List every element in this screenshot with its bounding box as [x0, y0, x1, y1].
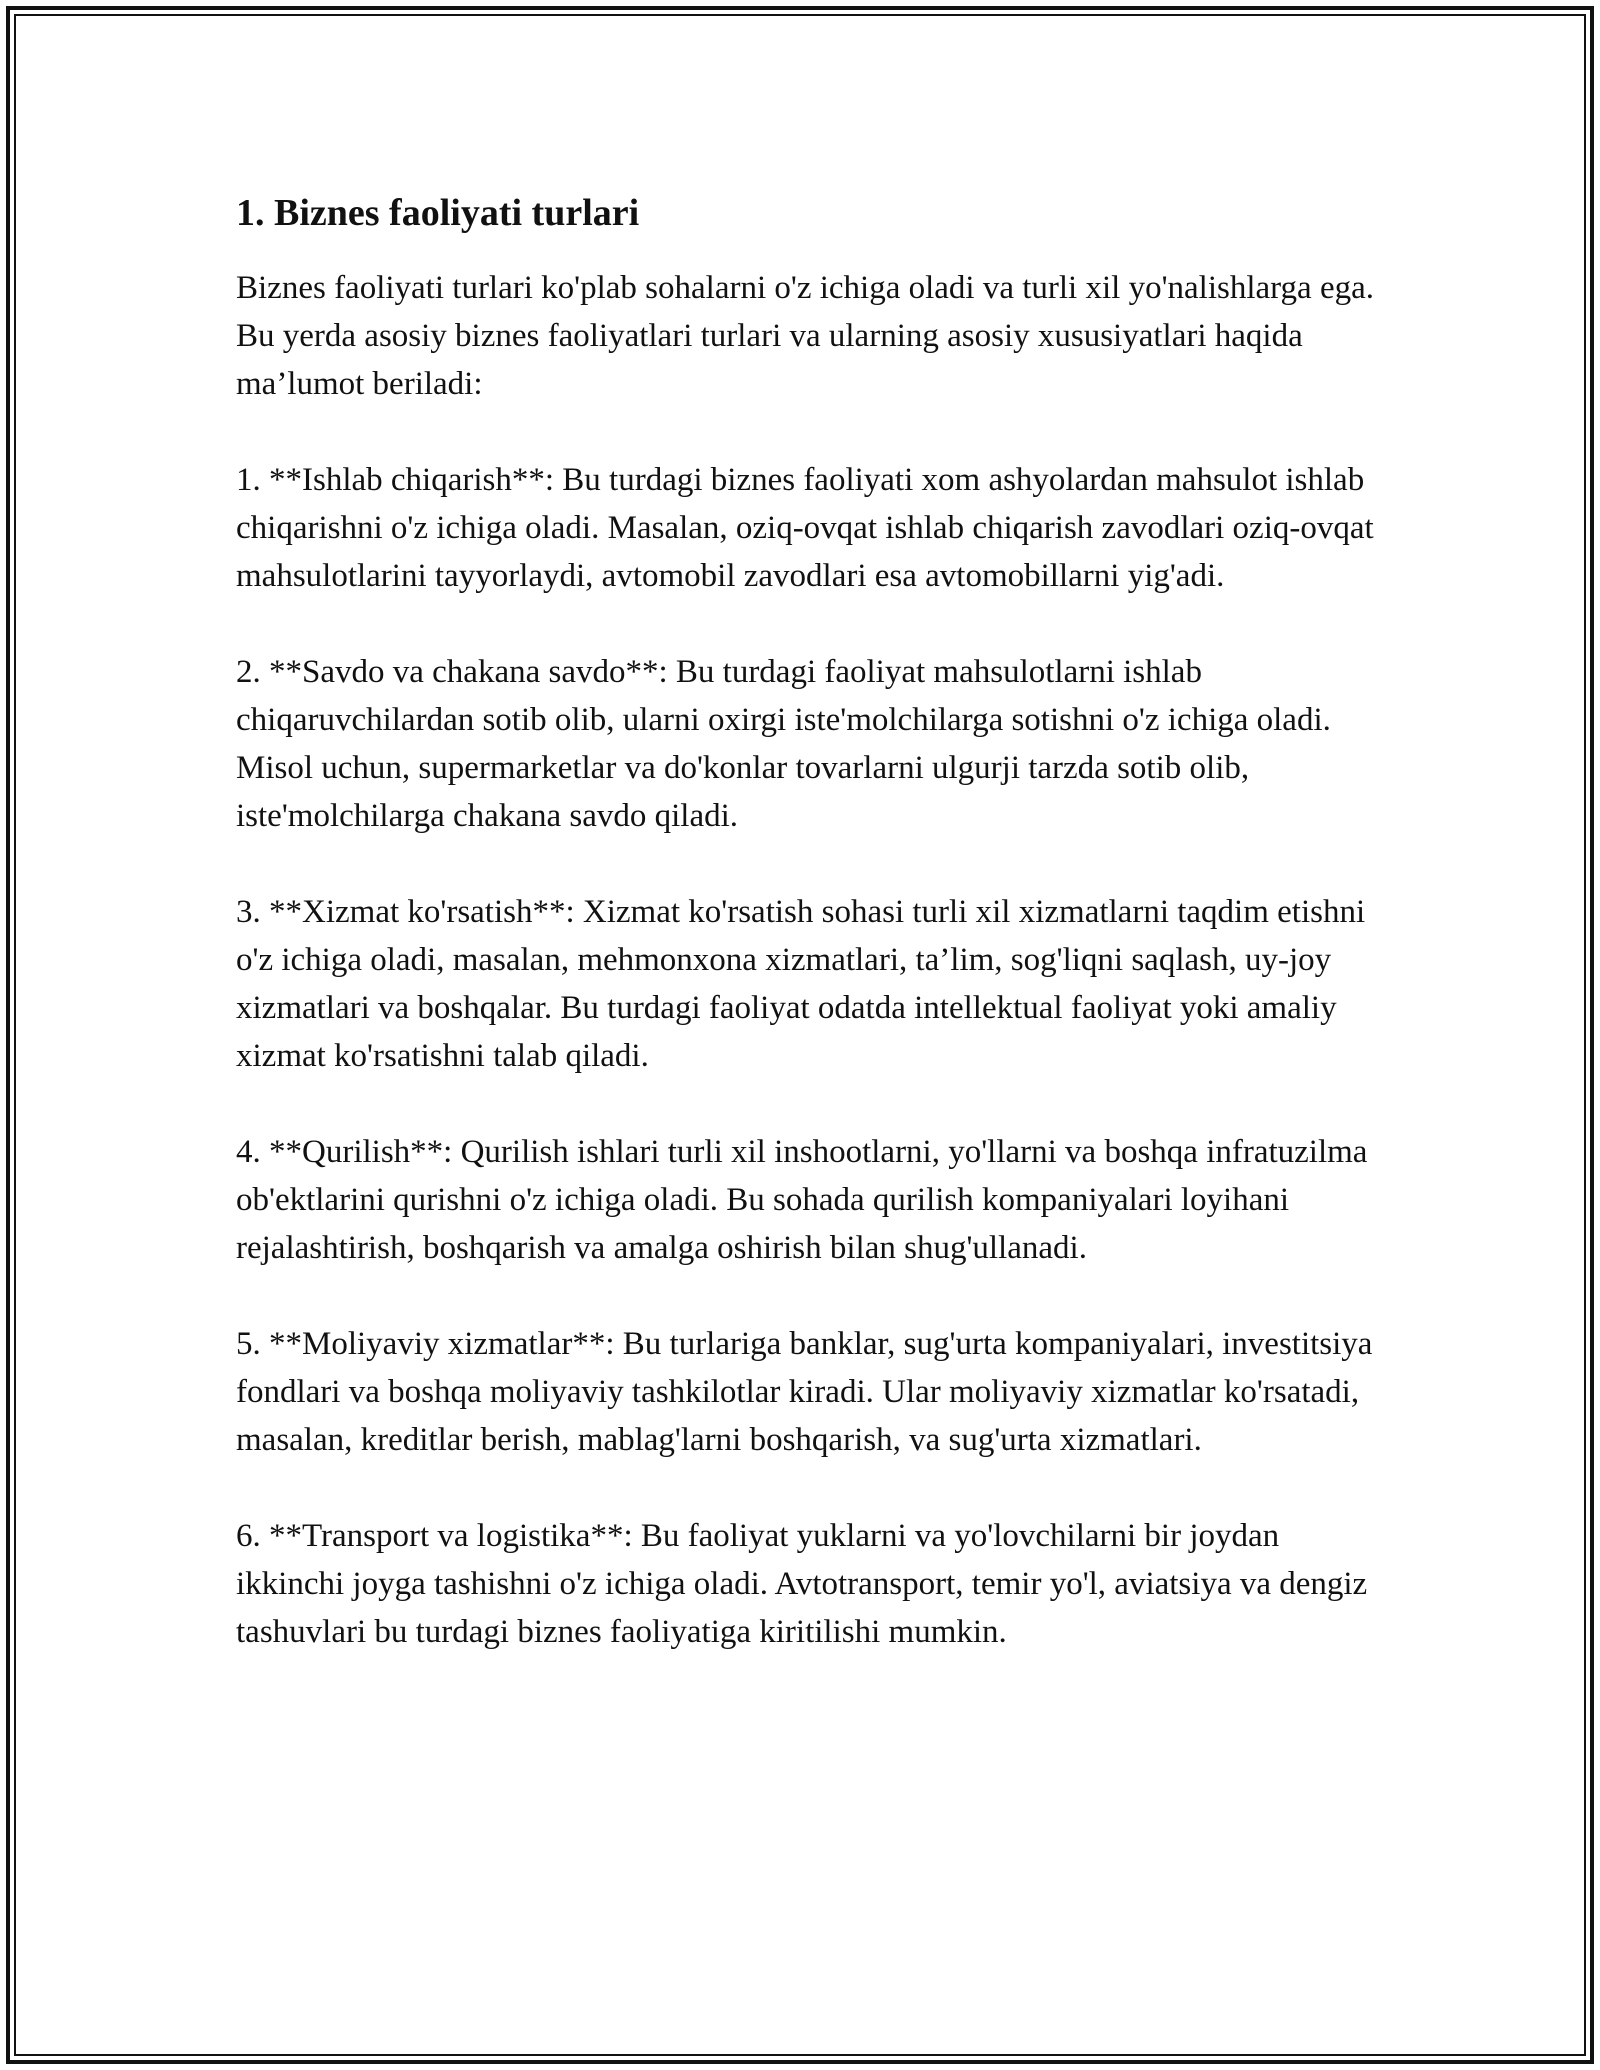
list-item-3: 3. **Xizmat ko'rsatish**: Xizmat ko'rsatish sohasi turli xil xizmatlarni taqdim etishni o'z ichiga oladi, masalan, mehmonxona xizmatlari, ta’lim, sog'liqni saqlash, uy-joy xizmatlari va boshqalar. Bu turdagi faoliyat odatda intellektual faoliyat yoki amaliy xizmat ko'rsatishni talab qiladi. [236, 894, 1366, 1074]
list-item-2: 2. **Savdo va chakana savdo**: Bu turdagi faoliyat mahsulotlarni ishlab chiqaruvchilardan sotib olib, ularni oxirgi iste'molchilarga sotishni o'z ichiga oladi. Misol uchun, supermarketlar va do'konlar tovarlarni ulgurji tarzda sotib olib, iste'molchilarga chakana savdo qiladi. [236, 654, 1331, 834]
list-item-5: 5. **Moliyaviy xizmatlar**: Bu turlariga banklar, sug'urta kompaniyalari, investitsiya fondlari va boshqa moliyaviy tashkilotlar kiradi. Ular moliyaviy xizmatlar ko'rsatadi, masalan, kreditlar berish, mablag'larni boshqarish, va sug'urta xizmatlari. [236, 1326, 1373, 1458]
intro-paragraph: Biznes faoliyati turlari ko'plab sohalarni o'z ichiga oladi va turli xil yo'nalishlarga ega. Bu yerda asosiy biznes faoliyatlari turlari va ularning asosiy xususiyatlari haqida ma’lumot beriladi: [236, 270, 1374, 402]
list-item-1: 1. **Ishlab chiqarish**: Bu turdagi biznes faoliyati xom ashyolardan mahsulot ishlab chiqarishni o'z ichiga oladi. Masalan, oziq-ovqat ishlab chiqarish zavodlari oziq-ovqat mahsulotlarini tayyorlaydi, avtomobil zavodlari esa avtomobillarni yig'adi. [236, 462, 1374, 594]
document-body [236, 188, 1386, 1704]
list-item-6: 6. **Transport va logistika**: Bu faoliyat yuklarni va yo'lovchilarni bir joydan ikkinchi joyga tashishni o'z ichiga oladi. Avtotransport, temir yo'l, aviatsiya va dengiz tashuvlari bu turdagi biznes faoliyatiga kiritilishi mumkin. [236, 1518, 1368, 1650]
document-title: 1. Biznes faoliyati turlari [236, 192, 640, 234]
list-item-4: 4. **Qurilish**: Qurilish ishlari turli xil inshootlarni, yo'llarni va boshqa infratuzilma ob'ektlarini qurishni o'z ichiga oladi. Bu sohada qurilish kompaniyalari loyihani rejalashtirish, boshqarish va amalga oshirish bilan shug'ullanadi. [236, 1134, 1368, 1266]
